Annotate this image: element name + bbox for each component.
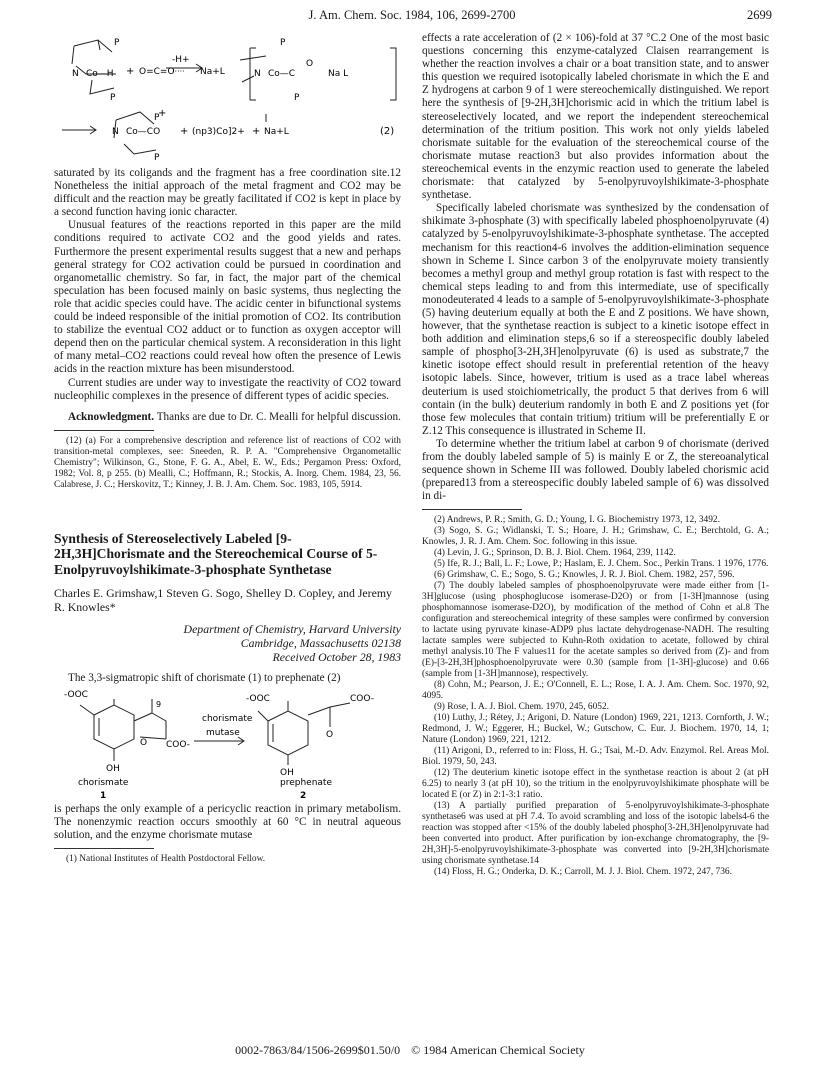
carboxylate-label: COO-	[350, 693, 374, 704]
footnote-12	[54, 436, 401, 491]
carboxylate-label: -OOC	[64, 689, 88, 700]
paragraph: is perhaps the only example of a pericyclic reaction in primary metabolism. The nonenzymic reaction occurs smoothly at 60 °C in neutral aqueous solution, and the enzyme chorismate mutase	[54, 802, 401, 841]
paragraph: To determine whether the tritium label at carbon 9 of chorismate (derived from the doubly labeled sample of 5) is mainly E or Z, the stereoanalytical sequence shown in Scheme III was followed. Doubly labeled chorismic acid (prepared13 from a stereospecific doubly labeled sample of 6) was dissolved in di-	[422, 437, 769, 503]
o-label: O	[306, 59, 314, 69]
footnotes	[422, 515, 769, 878]
co2-label: O=C=O	[139, 67, 175, 77]
running-head	[52, 8, 772, 24]
na-l-label: Na+L	[200, 67, 225, 77]
affiliation-line-1: Department of Chemistry, Harvard University	[183, 621, 401, 636]
p-label-5: P	[154, 113, 160, 123]
oxygen-label: O	[140, 737, 148, 748]
footnote: (4) Levin, J. G.; Sprinson, D. B. J. Biol. Chem. 1964, 239, 1142.	[434, 548, 676, 559]
p-label-6: P	[154, 153, 160, 163]
page-footer	[0, 1043, 820, 1058]
co-h-label: Co—H	[86, 69, 114, 79]
co-co-label: Co—CO	[126, 127, 161, 137]
carbon-9-label: 9	[156, 699, 162, 709]
na-l-label-c: Na+L	[264, 127, 289, 137]
affiliation-line-2: Cambridge, Massachusetts 02138	[240, 635, 401, 650]
acknowledgment-label: Acknowledgment.	[68, 410, 155, 423]
footnote: (12) The deuterium kinetic isotope effect in the synthetase reaction is about 2 (at pH 6.25) to nearly 3 (at pH 10), so the tritium in the enolpyruvoylshikimate phosphate will be located E (or Z) in 2:1-3:1 ratio.	[422, 768, 769, 801]
compound-number-1: 1	[100, 790, 107, 801]
arrow-label: -H+	[172, 55, 190, 65]
compound-name-2: prephenate	[280, 777, 332, 788]
footnote: (10) Luthy, J.; Rétey, J.; Arigoni, D. Nature (London) 1969, 221, 1213. Cornforth, J. W.; Redmond, J. W.; Eggerer, H.; Buckel, W.; Gutschow, C. Eur. J. Biochem. 1970, 14, 1; Nature (London) 1969, 221, 1212.	[422, 713, 769, 746]
reaction-scheme-chorismate	[54, 685, 401, 803]
p-label-4: P	[294, 93, 300, 103]
footnote-rule	[422, 509, 522, 510]
page-number: 2699	[747, 8, 772, 22]
compound-number-2: 2	[300, 790, 307, 801]
footnote: (13) A partially purified preparation of 5-enolpyruvoylshikimate-3-phosphate synthetase6 was used at pH 7.4. To avoid scrambling and loss of the isotopic labels4-6 the reaction was stopped after <15% of the doubly labeled phospho[3-2H,3H]enolpyruvate had been converted into product. After purification by ion-exchange chromatography, the [9-2H,3H]-5-enolpyruvoylshikimate-3-phosphate was converted into [9-2H,3H]chorismate using chorismate synthetase.14	[422, 801, 769, 867]
paragraph: saturated by its coligands and the fragment has a free coordination site.12 Nonetheless the initial approach of the metal fragment and CO2 may be difficult and the reaction may be greatly facilitated if CO2 is kept in place by a second function having ionic character.	[54, 167, 401, 219]
footnote: (9) Rose, I. A. J. Biol. Chem. 1970, 245, 6052.	[434, 702, 609, 713]
footnote: (8) Cohn, M.; Pearson, J. E.; O'Connell, E. L.; Rose, I. A. J. Am. Chem. Soc. 1970, 92, 4095.	[422, 680, 769, 702]
footnote: (11) Arigoni, D., referred to in: Floss, H. G.; Tsai, M.-D. Adv. Enzymol. Rel. Areas Mol. Biol. 1979, 50, 243.	[422, 746, 769, 768]
article-code: 0002-7863/84/1506-2699$01.50/0	[235, 1043, 401, 1057]
footnote-rule	[54, 430, 154, 431]
hydroxyl-label: OH	[106, 763, 120, 774]
authors: Charles E. Grimshaw,1 Steven G. Sogo, Shelley D. Copley, and Jeremy R. Knowles*	[54, 585, 392, 614]
footnote: (5) Ife, R. J.; Ball, L. F.; Lowe, P.; Haslam, E. J. Chem. Soc., Perkin Trans. 1 1976, 1776.	[434, 559, 769, 570]
journal-citation: J. Am. Chem. Soc. 1984, 106, 2699-2700	[308, 8, 516, 22]
acknowledgment	[54, 411, 401, 424]
enzyme-label-2: mutase	[206, 727, 240, 738]
n-label-3: N	[112, 127, 119, 137]
footnote: (7) The doubly labeled samples of phosphoenolpyruvate were made either from [1-3H]glucose (using phosphoglucose isomerase-D2O) or from [1-3H]mannose (using phosphomannose isomerase-D2O), by modification of the method of Cohn et al.8 The configuration and stereochemical integrity of these samples were confirmed by conversion to lactate using pyruvate kinase-ADP9 plus lactate dehydrogenase-NADH. The resulting lactate samples were subjected to Kuhn-Roth oxidation to acetate, followed by chiral methyl analysis.10 The F values11 for the acetate samples so derived from (Z)- and from (E)-[3-2H,3H]phosphoenolpyruvate were 0.30 (sample from [1-3H]-glucose) and 0.66 (sample from [1-3H]mannose), respectively.	[422, 581, 769, 680]
footnote-rule	[54, 848, 154, 849]
footnote: (3) Sogo, S. G.; Widlanski, T. S.; Hoare, J. H.; Grimshaw, C. E.; Berchtold, G. A.; Knowles, J. R. J. Am. Chem. Soc. following in this issue.	[422, 526, 769, 548]
received-date: Received October 28, 1983	[272, 649, 401, 664]
plus-sign: +	[126, 66, 135, 77]
right-column	[422, 32, 769, 878]
paragraph: Current studies are under way to investigate the reactivity of CO2 toward nucleophilic complexes in the presence of different types of acidic species.	[54, 376, 401, 402]
compound-name-1: chorismate	[78, 777, 129, 788]
plus-sign-2: +	[180, 126, 189, 137]
p-label-3: P	[280, 38, 286, 48]
footnote: (14) Floss, H. G.; Onderka, D. K.; Carroll, M. J. J. Biol. Chem. 1972, 247, 736.	[434, 867, 732, 878]
bracket-plus: +	[158, 108, 167, 119]
n-label-2: N	[254, 69, 261, 79]
footnote: (6) Grimshaw, C. E.; Sogo, S. G.; Knowles, J. R. J. Biol. Chem. 1982, 257, 596.	[434, 570, 735, 581]
paragraph: The 3,3-sigmatropic shift of chorismate (1) to prephenate (2)	[68, 671, 341, 684]
paragraph: Unusual features of the reactions reported in this paper are the mild conditions required to activate CO2 and the good yields and rates. Furthermore the present experimental results suggest that a new and perhaps general strategy for CO2 activation could be pursued in coordination and organometallic chemistry. So far, in fact, the major part of the chemical speculation has been focused mainly on basic systems, thus neglecting the role that acidic species could have. The acidic center in bifunctional systems could be indeed responsible of the initial promotion of CO2. Its contribution to stabilize the eventual CO2 adduct or to function as oxygen acceptor will depend then on the particular chemical system. A reconsideration in this light of many metal–CO2 reactions could reveal how often the presence of Lewis acids in the reaction mixture has been misunderstood.	[54, 219, 401, 376]
left-column	[54, 32, 401, 865]
reaction-scheme-cobalt	[54, 32, 401, 167]
cobalt-product: (np3)Co]2+	[192, 127, 245, 137]
acknowledgment-text: Thanks are due to Dr. C. Mealli for helpful discussion.	[156, 410, 401, 423]
equation-number: (2)	[380, 126, 395, 137]
p-label: P	[114, 38, 120, 48]
footnote-text: (12) (a) For a comprehensive description and reference list of reactions of CO2 with transition-metal complexes, see: Sneeden, R. P. A. "Comprehensive Organometallic Chemistry"; Wilkinson, G., Stone, F. G. A., Abel, E. W., Eds.; Pergamon Press: Oxford, 1982; Vol. 8, p 255. (b) Mealli, C.; Hoffmann, R.; Stockis, A. Inorg. Chem. 1984, 23, 56. Calabrese, J. C.; Herskovitz, T.; Kinney, J. B. J. Am. Chem. Soc. 1983, 105, 5914.	[54, 435, 401, 490]
paragraph: Specifically labeled chorismate was synthesized by the condensation of shikimate 3-phosphate (3) with specifically labeled phosphoenolpyruvate (4) catalyzed by 5-enolpyruvoylshikimate-3-phosphate synthetase. The accepted mechanism for this reaction4-6 involves the addition-elimination sequence shown in Scheme I. Since carbon 3 of the enolpyruvate moiety transiently becomes a methyl group and methyl group rotation is fast with respect to the chemical steps leading to and from this intermediate, use of specifically monodeuterated 4 leads to a sample of 5-enolpyruvoylshikimate-3-phosphate (5) having deuterium equally at both the E and Z positions. We have shown, however, that the synthetase reaction is subject to a kinetic isotope effect in both addition and elimination steps,6 so if a stereospecific doubly labeled sample of phospho[3-2H,3H]enolpyruvate (6) is used as substrate,7 the kinetic isotope effect should result in preferential retention of the heavy isotopic labels. Since, however, tritium is used as a trace label whereas deuterium is used stoichiometrically, the product 5 that derives from 6 will contain (in the bulk) deuterium randomly in both E and Z positions yet (for those few molecules that contain tritium) tritium will be preferentially E or Z.12 This consequence is illustrated in Scheme II.	[422, 202, 769, 437]
n-label: N	[72, 69, 79, 79]
co-c-label: Co—C	[268, 69, 296, 79]
plus-sign-3: +	[252, 126, 261, 137]
footnote-1	[54, 854, 401, 865]
footnote: (2) Andrews, P. R.; Smith, G. D.; Young, I. G. Biochemistry 1973, 12, 3492.	[434, 515, 720, 526]
affiliation	[54, 622, 401, 650]
carboxylate-label: -OOC	[246, 693, 270, 704]
copyright-notice: © 1984 American Chemical Society	[411, 1043, 585, 1057]
p-label-2: P	[110, 93, 116, 103]
carboxylate-label: COO-	[166, 739, 190, 750]
hydroxyl-label: OH	[280, 767, 294, 778]
article-title: Synthesis of Stereoselectively Labeled [9-2H,3H]Chorismate and the Stereochemical Course of 5-Enolpyruvoylshikimate-3-phosphate Synthetase	[54, 530, 378, 577]
dots: ·····	[172, 67, 185, 76]
paragraph: effects a rate acceleration of (2 × 106)-fold at 37 °C.2 One of the most basic questions concerning this enzyme-catalyzed Claisen rearrangement is whether the reaction involves a chair or a boat transition state, and to answer this question we required isotopically labeled chorismate in which the E and Z hydrogens at carbon 9 of 1 were stereochemically distinguished. We report here the synthesis of [9-2H,3H]chorismic acid in which the tritium label is stereoselectively located, and we report the independent stereochemical determination of the tritium position. This work not only yields labeled chorismate suitable for the evaluation of the stereochemical course of the chorismate mutase reaction3 but also provides information about the stereochemical events in the enzymic reaction used to generate the labeled chorismate: that catalyzed by 5-enolpyruvoylshikimate-3-phosphate synthetase.	[422, 32, 769, 202]
na-l-label-b: Na L	[328, 69, 349, 79]
footnote-text: (1) National Institutes of Health Postdoctoral Fellow.	[66, 853, 266, 864]
oxygen-label: O	[326, 729, 334, 740]
enzyme-label-1: chorismate	[202, 713, 253, 724]
